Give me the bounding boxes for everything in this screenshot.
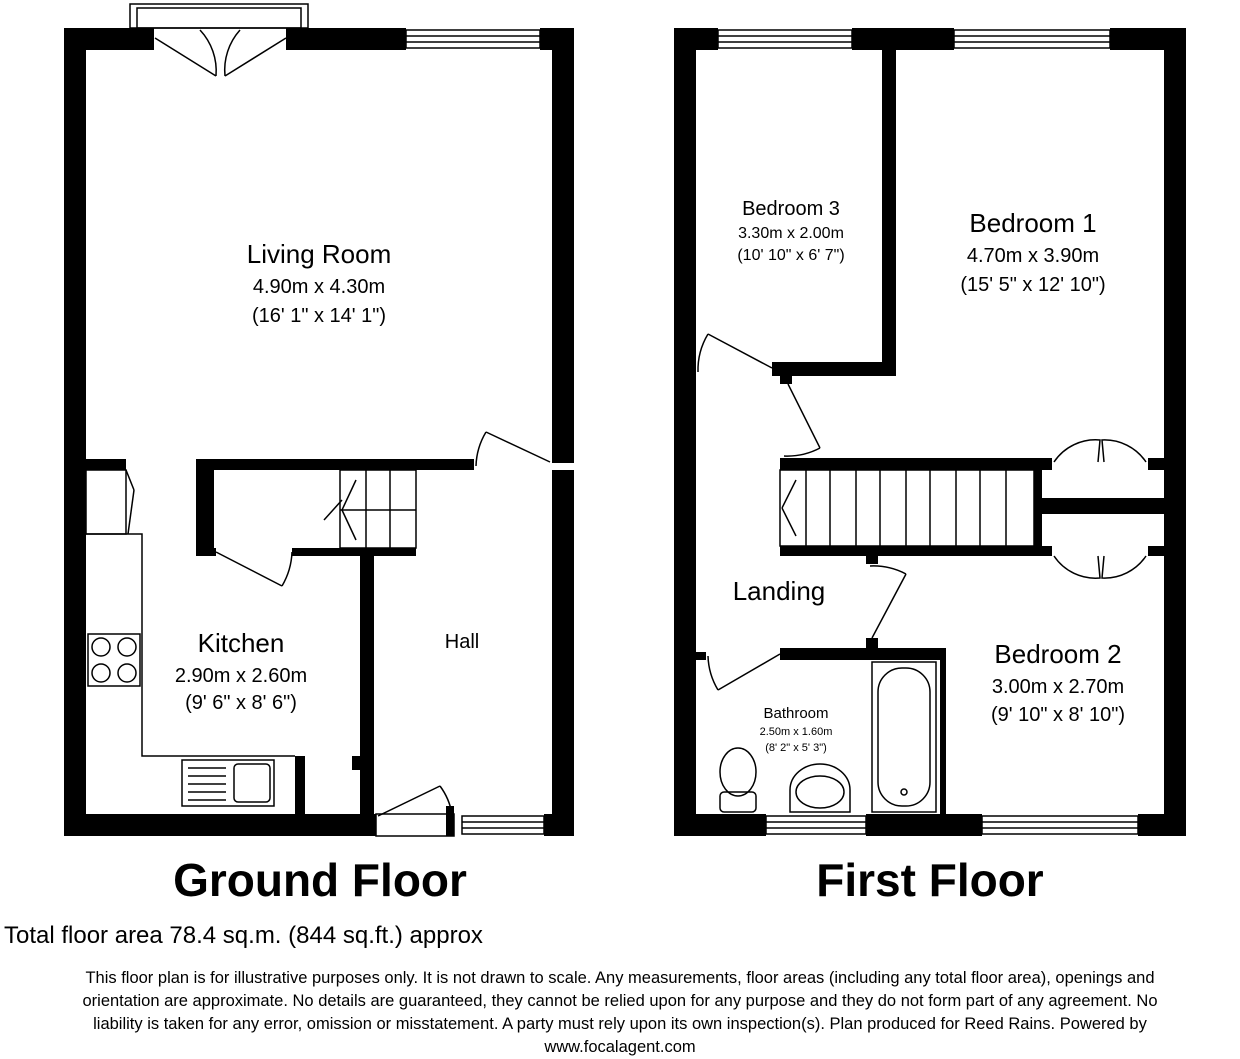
first-floor-title: First Floor [816,854,1044,906]
room-label-bedroom-1 [960,208,1105,296]
door [784,384,820,456]
window [982,816,1138,834]
disclaimer-line: This floor plan is for illustrative purposes only. It is not drawn to scale. Any measurements, floor areas (including any total floor area), openings and [85,969,1155,987]
staircase [324,470,416,548]
door [870,566,906,638]
room-label-bedroom-2 [991,639,1125,726]
room-name: Kitchen [197,628,285,658]
front-door [376,786,454,836]
wash-basin-icon [790,764,850,812]
room-dimensions-imperial: (16' 1" x 14' 1") [251,305,387,327]
room-dimensions-imperial: (10' 10" x 6' 7") [737,247,845,264]
cupboard-doors [1054,440,1146,462]
staircase [780,470,1034,546]
disclaimer-link[interactable]: www.focalagent.com [544,1038,696,1056]
disclaimer-line: orientation are approximate. No details are guaranteed, they cannot be relied upon for any purpose and they do not form part of any agreement. No [82,992,1158,1010]
room-dimensions-metric: 4.70m x 3.90m [966,245,1100,267]
patio-door [130,4,308,76]
window [406,30,540,48]
bathtub-icon [872,662,936,812]
total-floor-area: Total floor area 78.4 sq.m. (844 sq.ft.) approx [4,922,483,949]
room-name: Bedroom 3 [742,198,840,220]
room-dimensions-metric: 3.00m x 2.70m [991,676,1125,698]
room-label-living-room [247,239,392,327]
disclaimer-line: liability is taken for any error, omission or misstatement. A party must rely upon its own inspection(s). Plan produced for Reed Rains. Powered by [93,1015,1147,1033]
window [954,30,1110,48]
window [718,30,852,48]
room-label-landing [733,576,826,606]
window [462,816,544,834]
room-label-bathroom [760,705,833,754]
door [86,470,134,534]
room-name: Living Room [246,239,392,269]
room-name: Bathroom [763,705,829,722]
room-label-bedroom-3 [737,198,844,264]
room-dimensions-metric: 4.90m x 4.30m [252,276,386,298]
window [766,816,866,834]
room-dimensions-imperial: (15' 5" x 12' 10") [960,274,1106,296]
door [698,334,772,372]
door [708,654,780,690]
sink-icon [182,760,274,806]
room-dimensions-imperial: (8' 2" x 5' 3") [765,742,827,754]
disclaimer [0,967,1240,1059]
room-dimensions-imperial: (9' 6" x 8' 6") [185,692,297,714]
first-floor-plan [674,28,1186,836]
room-dimensions-metric: 2.50m x 1.60m [759,726,833,738]
room-label-hall [445,631,479,653]
room-label-kitchen [175,628,307,714]
ground-floor-plan [64,4,574,836]
room-dimensions-metric: 2.90m x 2.60m [174,665,308,687]
cupboard-doors [1054,556,1146,578]
room-dimensions-metric: 3.30m x 2.00m [738,225,844,242]
room-name: Bedroom 2 [994,639,1122,669]
ground-floor-walls [64,28,574,836]
room-dimensions-imperial: (9' 10" x 8' 10") [990,704,1126,726]
toilet-icon [720,748,756,812]
door [476,432,550,466]
room-name: Bedroom 1 [969,208,1097,238]
door [216,552,292,586]
room-name: Hall [444,631,480,653]
hob-icon [88,634,140,686]
ground-floor-title: Ground Floor [173,854,467,906]
room-name: Landing [732,576,826,606]
